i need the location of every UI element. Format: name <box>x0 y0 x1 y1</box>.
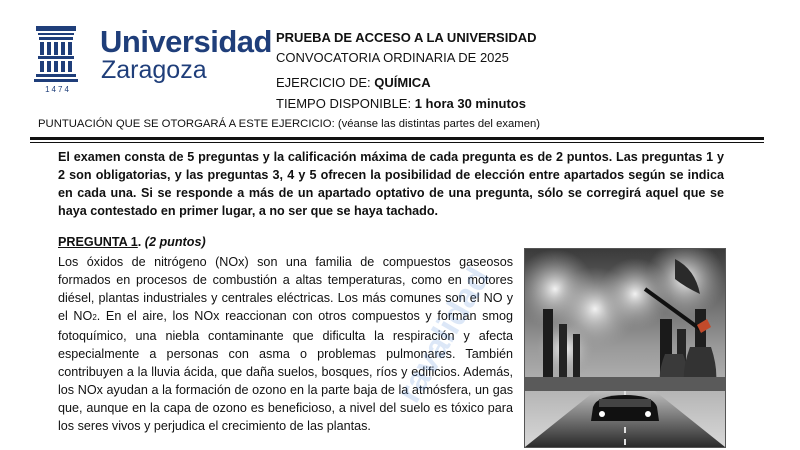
question-1-text <box>58 253 513 435</box>
watermark: ravalidad <box>390 260 498 409</box>
exam-header <box>276 28 776 114</box>
time-label: TIEMPO DISPONIBLE: <box>276 96 412 111</box>
subject-label: EJERCICIO DE: <box>276 75 371 90</box>
question-1-text-subscript: 2 <box>92 313 97 322</box>
exam-convocatoria: CONVOCATORIA ORDINARIA DE 2025 <box>276 50 509 65</box>
question-1-text-part1: Los óxidos de nitrógeno (NOx) son una familia de compuestos gaseosos formados en procesos de combustión a altas temperaturas, como en motores diésel, plantas industriales y centrales eléctricas. Los más comunes son el NO y el NO <box>58 255 513 323</box>
logo-text-zaragoza: Zaragoza <box>101 56 207 84</box>
exam-instructions: El examen consta de 5 preguntas y la calificación máxima de cada pregunta es de 2 puntos. Las preguntas 1 y 2 son obligatorias, y las preguntas 3, 4 y 5 ofrecen la posibilidad de elección entre apartados según se indica en cada una. Si se responde a más de un apartado optativo de una pregunta, sólo se corregirá aquel que se haya contestado en primer lugar, a no ser que se haya tachado. <box>58 150 724 218</box>
divider-thick <box>30 137 764 140</box>
pollution-scene-image <box>524 248 726 448</box>
question-1-label: PREGUNTA 1 <box>58 235 138 249</box>
question-1-points: (2 puntos) <box>144 235 206 249</box>
logo-year: 1474 <box>45 85 71 94</box>
divider-thin <box>30 142 764 143</box>
subject-value: QUÍMICA <box>374 75 431 90</box>
exam-subject-line <box>276 73 776 93</box>
pollution-scene-drawing <box>525 249 725 447</box>
university-logo <box>34 26 274 96</box>
logo-text-universidad: Universidad <box>100 24 272 59</box>
exam-time-line <box>276 94 776 114</box>
university-crest-icon <box>34 26 78 82</box>
question-1-heading <box>58 235 206 249</box>
question-1-separator: . <box>137 235 142 249</box>
exam-title: PRUEBA DE ACCESO A LA UNIVERSIDAD <box>276 30 537 45</box>
scoring-note: PUNTUACIÓN QUE SE OTORGARÁ A ESTE EJERCICIO: (véanse las distintas partes del examen) <box>38 118 541 130</box>
question-1-text-part2: . En el aire, los NOx reaccionan con otros compuestos y forman smog fotoquímico, una niebla contaminante que dificulta la respiración y afecta especialmente a personas con asma o problemas pulmonares. También contribuyen a la lluvia ácida, que daña suelos, bosques, ríos y edificios. Además, los NOx ayudan a la formación de ozono en la parte baja de la atmósfera, un gas que, aunque en la capa de ozono es beneficioso, a nivel del suelo es tóxico para los seres vivos y perjudica el crecimiento de las plantas. <box>58 309 513 433</box>
time-value: 1 hora 30 minutos <box>414 96 526 111</box>
